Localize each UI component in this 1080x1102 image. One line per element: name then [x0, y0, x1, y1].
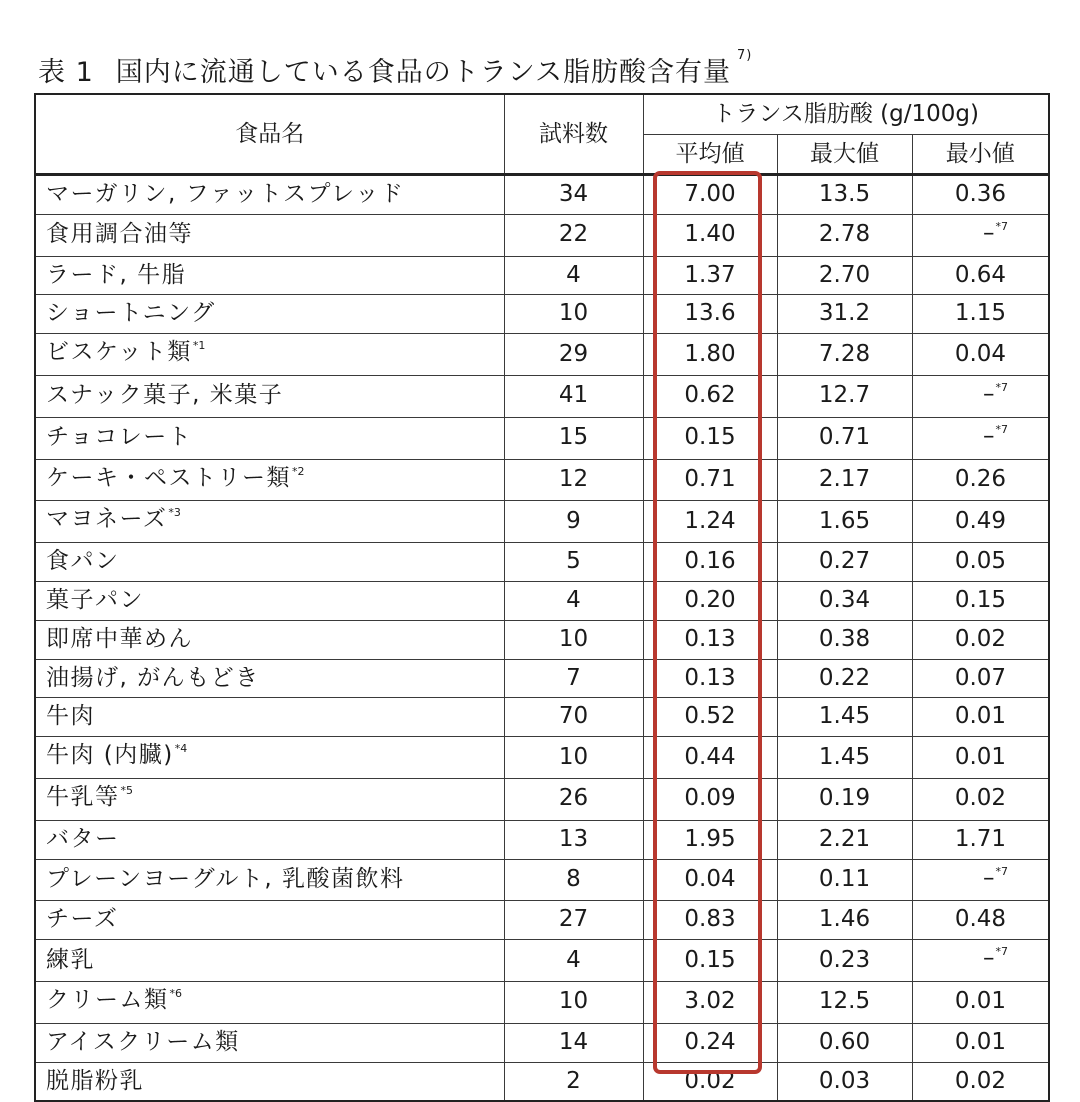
footnote-marker: *7 [995, 945, 1009, 959]
min-value: – [983, 219, 995, 246]
mean-value-cell: 0.04 [643, 859, 777, 901]
table-title: 国内に流通している食品のトランス脂肪酸含有量 [115, 57, 731, 88]
sample-count-cell: 5 [504, 543, 643, 582]
min-value-cell [912, 375, 1049, 417]
table-row [35, 659, 1049, 698]
table-header [35, 94, 1049, 175]
table-row [35, 175, 1049, 215]
table-caption [38, 50, 752, 89]
footnote-marker: *1 [192, 339, 206, 353]
mean-value-cell: 1.95 [643, 820, 777, 859]
header-mean: 平均値 [643, 135, 777, 175]
min-value-cell [912, 901, 1049, 940]
mean-value-cell: 0.24 [643, 1023, 777, 1062]
table-row [35, 256, 1049, 295]
food-name-cell [35, 256, 504, 295]
min-value-cell [912, 981, 1049, 1023]
mean-value-cell: 3.02 [643, 981, 777, 1023]
min-value: 0.02 [954, 785, 1007, 812]
max-value-cell: 0.27 [777, 543, 912, 582]
food-name: 練乳 [46, 946, 95, 973]
table-row [35, 820, 1049, 859]
min-value-cell [912, 940, 1049, 982]
table-row [35, 334, 1049, 376]
max-value-cell: 0.19 [777, 778, 912, 820]
header-food-name: 食品名 [35, 94, 504, 175]
table-row [35, 501, 1049, 543]
sample-count-cell: 26 [504, 778, 643, 820]
min-value-cell [912, 175, 1049, 215]
min-value-cell [912, 620, 1049, 659]
max-value-cell: 0.23 [777, 940, 912, 982]
mean-value-cell: 0.71 [643, 459, 777, 501]
food-name-cell [35, 1023, 504, 1062]
food-name: 菓子パン [46, 586, 144, 613]
sample-count-cell: 10 [504, 981, 643, 1023]
sample-count-cell: 4 [504, 940, 643, 982]
food-name-cell [35, 175, 504, 215]
food-name-cell [35, 820, 504, 859]
max-value-cell: 0.38 [777, 620, 912, 659]
footnote-marker: *3 [168, 506, 181, 520]
min-value: 0.01 [954, 703, 1007, 730]
sample-count-cell: 10 [504, 295, 643, 334]
mean-value-cell: 13.6 [643, 295, 777, 334]
food-name-cell [35, 981, 504, 1023]
sample-count-cell: 15 [504, 417, 643, 459]
table-row [35, 214, 1049, 256]
footnote-marker: *2 [292, 464, 305, 478]
mean-value-cell: 0.62 [643, 375, 777, 417]
min-value: 0.05 [954, 548, 1007, 575]
food-name: バター [46, 825, 120, 852]
food-name: 食パン [46, 548, 120, 575]
food-name: マーガリン, ファットスプレッド [46, 181, 405, 207]
max-value-cell: 1.45 [777, 698, 912, 737]
max-value-cell: 2.17 [777, 459, 912, 501]
sample-count-cell: 10 [504, 620, 643, 659]
mean-value-cell: 1.80 [643, 334, 777, 376]
food-name-cell [35, 778, 504, 820]
min-value: 0.02 [954, 1067, 1007, 1094]
footnote-marker: *7 [995, 864, 1009, 878]
min-value-cell [912, 295, 1049, 334]
min-value: 0.15 [954, 586, 1007, 613]
min-value: 1.71 [954, 825, 1007, 852]
food-name: ショートニング [46, 300, 216, 327]
food-name: クリーム類 [46, 986, 169, 1013]
min-value: 0.02 [954, 625, 1007, 652]
food-name: プレーンヨーグルト, 乳酸菌飲料 [46, 866, 405, 893]
min-value: 0.01 [954, 988, 1007, 1015]
food-name-cell [35, 940, 504, 982]
trans-fat-table [34, 93, 1050, 1102]
table-row [35, 295, 1049, 334]
max-value-cell: 7.28 [777, 334, 912, 376]
footnote-marker: *4 [174, 742, 188, 756]
food-name: アイスクリーム類 [46, 1028, 240, 1055]
food-name-cell [35, 214, 504, 256]
min-value: 0.49 [954, 507, 1007, 534]
sample-count-cell: 27 [504, 901, 643, 940]
header-max: 最大値 [777, 135, 912, 175]
table-row [35, 459, 1049, 501]
mean-value-cell: 0.15 [643, 417, 777, 459]
mean-value-cell: 0.44 [643, 737, 777, 779]
max-value-cell: 31.2 [777, 295, 912, 334]
table-row [35, 1062, 1049, 1101]
min-value-cell [912, 214, 1049, 256]
max-value-cell: 0.71 [777, 417, 912, 459]
food-name: 即席中華めん [46, 625, 193, 652]
max-value-cell: 13.5 [777, 175, 912, 215]
sample-count-cell: 2 [504, 1062, 643, 1101]
table-row [35, 620, 1049, 659]
food-name-cell [35, 501, 504, 543]
max-value-cell: 2.21 [777, 820, 912, 859]
mean-value-cell: 0.52 [643, 698, 777, 737]
sample-count-cell: 7 [504, 659, 643, 698]
mean-value-cell: 0.83 [643, 901, 777, 940]
min-value-cell [912, 698, 1049, 737]
max-value-cell: 2.70 [777, 256, 912, 295]
min-value: 0.48 [954, 906, 1007, 933]
min-value: 0.01 [954, 1028, 1007, 1055]
sample-count-cell: 10 [504, 737, 643, 779]
sample-count-cell: 41 [504, 375, 643, 417]
food-name: 食用調合油等 [46, 221, 193, 248]
food-name-cell [35, 417, 504, 459]
header-min: 最小値 [912, 135, 1049, 175]
footnote-marker: *5 [120, 783, 133, 797]
min-value: – [983, 422, 995, 449]
mean-value-cell: 0.20 [643, 581, 777, 620]
max-value-cell: 1.45 [777, 737, 912, 779]
mean-value-cell: 0.13 [643, 659, 777, 698]
food-name-cell [35, 620, 504, 659]
max-value-cell: 1.65 [777, 501, 912, 543]
sample-count-cell: 34 [504, 175, 643, 215]
min-value: 0.01 [954, 743, 1007, 770]
max-value-cell: 1.46 [777, 901, 912, 940]
min-value: 1.15 [954, 300, 1007, 327]
table-row [35, 543, 1049, 582]
food-name-cell [35, 543, 504, 582]
sample-count-cell: 13 [504, 820, 643, 859]
min-value-cell [912, 459, 1049, 501]
mean-value-cell: 0.09 [643, 778, 777, 820]
mean-value-cell: 0.16 [643, 543, 777, 582]
max-value-cell: 12.5 [777, 981, 912, 1023]
min-value: – [983, 945, 995, 972]
table-row [35, 375, 1049, 417]
min-value-cell [912, 256, 1049, 295]
food-name: ラード, 牛脂 [46, 261, 187, 288]
min-value-cell [912, 543, 1049, 582]
table-row [35, 778, 1049, 820]
min-value: 0.64 [954, 261, 1007, 288]
mean-value-cell: 0.15 [643, 940, 777, 982]
mean-value-cell: 1.40 [643, 214, 777, 256]
food-name: 油揚げ, がんもどき [46, 664, 260, 691]
mean-value-cell: 1.37 [643, 256, 777, 295]
max-value-cell: 0.34 [777, 581, 912, 620]
min-value: – [983, 864, 995, 891]
min-value-cell [912, 659, 1049, 698]
food-name: チーズ [46, 906, 119, 933]
min-value: 0.04 [954, 340, 1007, 367]
max-value-cell: 0.03 [777, 1062, 912, 1101]
sample-count-cell: 70 [504, 698, 643, 737]
min-value-cell [912, 1023, 1049, 1062]
max-value-cell: 12.7 [777, 375, 912, 417]
table-row [35, 859, 1049, 901]
table-body [35, 175, 1049, 1102]
table-row [35, 981, 1049, 1023]
food-name-cell [35, 334, 504, 376]
food-name-cell [35, 581, 504, 620]
max-value-cell: 0.60 [777, 1023, 912, 1062]
mean-value-cell: 0.13 [643, 620, 777, 659]
table-row [35, 581, 1049, 620]
min-value-cell [912, 334, 1049, 376]
min-value-cell [912, 778, 1049, 820]
header-trans-fat-group: トランス脂肪酸 (g/100g) [643, 94, 1049, 135]
min-value: – [983, 380, 995, 407]
food-name: マヨネーズ [46, 506, 168, 533]
max-value-cell: 0.22 [777, 659, 912, 698]
food-name: 脱脂粉乳 [46, 1067, 144, 1094]
food-name-cell [35, 1062, 504, 1101]
sample-count-cell: 4 [504, 581, 643, 620]
sample-count-cell: 8 [504, 859, 643, 901]
reference-marker: 7) [736, 48, 753, 63]
min-value-cell [912, 737, 1049, 779]
header-sample-count: 試料数 [504, 94, 643, 175]
table-row [35, 940, 1049, 982]
sample-count-cell: 12 [504, 459, 643, 501]
food-name: ケーキ・ペストリー類 [46, 464, 291, 491]
min-value-cell [912, 1062, 1049, 1101]
footnote-marker: *7 [995, 422, 1009, 436]
food-name-cell [35, 375, 504, 417]
footnote-marker: *6 [169, 986, 182, 1000]
food-name-cell [35, 901, 504, 940]
max-value-cell: 0.11 [777, 859, 912, 901]
table-number: 表 1 [38, 57, 94, 88]
sample-count-cell: 22 [504, 214, 643, 256]
min-value-cell [912, 820, 1049, 859]
sample-count-cell: 29 [504, 334, 643, 376]
table-row [35, 1023, 1049, 1062]
food-name: チョコレート [46, 424, 193, 451]
food-name: ビスケット類 [46, 339, 192, 366]
food-name-cell [35, 295, 504, 334]
sample-count-cell: 4 [504, 256, 643, 295]
food-name-cell [35, 737, 504, 779]
min-value: 0.07 [954, 664, 1007, 691]
food-name-cell [35, 459, 504, 501]
food-name-cell [35, 859, 504, 901]
max-value-cell: 2.78 [777, 214, 912, 256]
min-value-cell [912, 581, 1049, 620]
table-row [35, 901, 1049, 940]
footnote-marker: *7 [995, 380, 1009, 394]
footnote-marker: *7 [995, 219, 1009, 233]
mean-value-cell: 0.02 [643, 1062, 777, 1101]
min-value-cell [912, 859, 1049, 901]
mean-value-cell: 7.00 [643, 175, 777, 215]
food-name-cell [35, 659, 504, 698]
food-name-cell [35, 698, 504, 737]
food-name: スナック菓子, 米菓子 [46, 382, 284, 409]
sample-count-cell: 14 [504, 1023, 643, 1062]
table-row [35, 698, 1049, 737]
min-value-cell [912, 417, 1049, 459]
mean-value-cell: 1.24 [643, 501, 777, 543]
min-value: 0.36 [954, 181, 1007, 207]
sample-count-cell: 9 [504, 501, 643, 543]
min-value-cell [912, 501, 1049, 543]
table-row [35, 737, 1049, 779]
table-row [35, 417, 1049, 459]
food-name: 牛乳等 [46, 783, 120, 810]
food-name: 牛肉 (内臓) [46, 742, 174, 769]
min-value: 0.26 [954, 466, 1007, 493]
food-name: 牛肉 [46, 703, 95, 730]
